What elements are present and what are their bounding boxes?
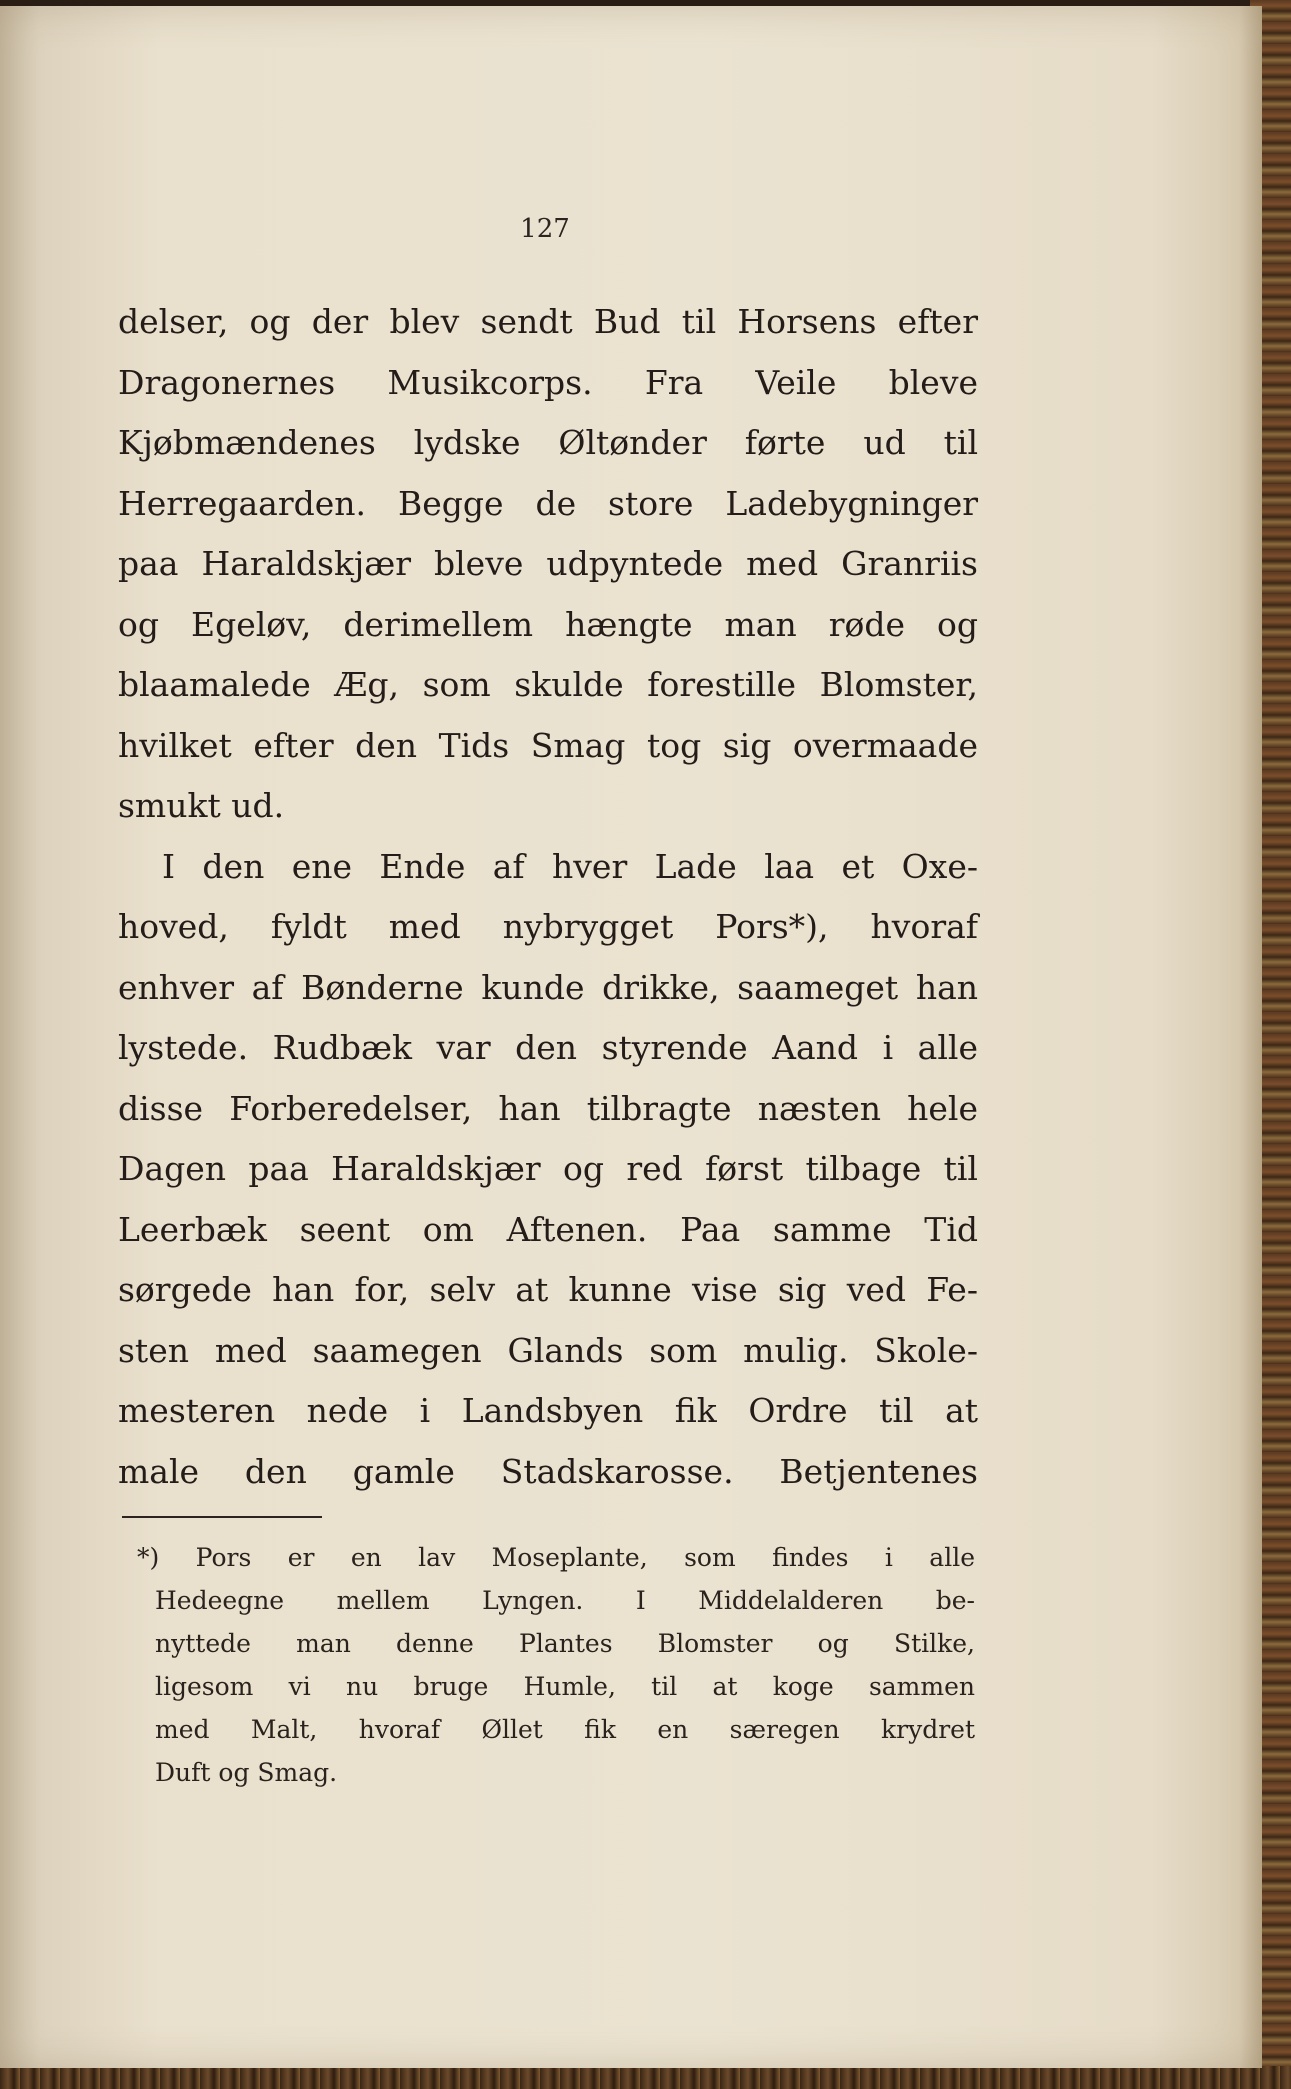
footnote-line: nyttede man denne Plantes Blomster og Stilke, <box>155 1629 975 1658</box>
text-line: disse Forberedelser, han tilbragte næsten hele <box>118 1088 978 1128</box>
text-line: enhver af Bønderne kunde drikke, saameget han <box>118 967 978 1007</box>
body-text <box>118 292 978 1502</box>
text-line: Dagen paa Haraldskjær og red først tilbage til <box>118 1149 978 1188</box>
text-line: Dragonernes Musikcorps. Fra Veile bleve <box>118 362 978 402</box>
text-line: hoved, fyldt med nybrygget Pors*), hvoraf <box>118 907 978 946</box>
footnote-divider <box>122 1516 322 1518</box>
text-line: delser, og der blev sendt Bud til Horsens efter <box>118 302 978 341</box>
footnote-line: *) Pors er en lav Moseplante, som findes i alle <box>137 1543 975 1572</box>
text-line: sten med saamegen Glands som mulig. Skole- <box>118 1330 978 1370</box>
page-number: 127 <box>520 214 570 244</box>
text-line: lystede. Rudbæk var den styrende Aand i alle <box>118 1028 978 1067</box>
text-line: I den ene Ende af hver Lade laa et Oxe- <box>162 846 978 886</box>
footnote-line: Duft og Smag. <box>155 1758 338 1787</box>
text-line: male den gamle Stadskarosse. Betjentenes <box>118 1451 978 1491</box>
footnote <box>137 1536 975 1794</box>
text-line: blaamalede Æg, som skulde forestille Blomster, <box>118 665 978 704</box>
text-line: og Egeløv, derimellem hængte man røde og <box>118 604 978 644</box>
text-line: hvilket efter den Tids Smag tog sig overmaade <box>118 725 978 765</box>
text-line: mesteren nede i Landsbyen fik Ordre til at <box>118 1391 978 1430</box>
text-line: Herregaarden. Begge de store Ladebygninger <box>118 483 978 523</box>
footnote-line: med Malt, hvoraf Øllet fik en særegen krydret <box>155 1715 975 1744</box>
text-line: smukt ud. <box>118 786 285 825</box>
text-line: paa Haraldskjær bleve udpyntede med Granriis <box>118 544 978 583</box>
footnote-line: ligesom vi nu bruge Humle, til at koge sammen <box>155 1672 975 1701</box>
text-line: Kjøbmændenes lydske Øltønder førte ud til <box>118 423 978 462</box>
book-page <box>0 6 1262 2068</box>
text-line: sørgede han for, selv at kunne vise sig ved Fe- <box>118 1270 978 1309</box>
book-edge-bottom <box>0 2066 1291 2089</box>
text-line: Leerbæk seent om Aftenen. Paa samme Tid <box>118 1209 978 1249</box>
footnote-line: Hedeegne mellem Lyngen. I Middelalderen be- <box>155 1586 975 1615</box>
